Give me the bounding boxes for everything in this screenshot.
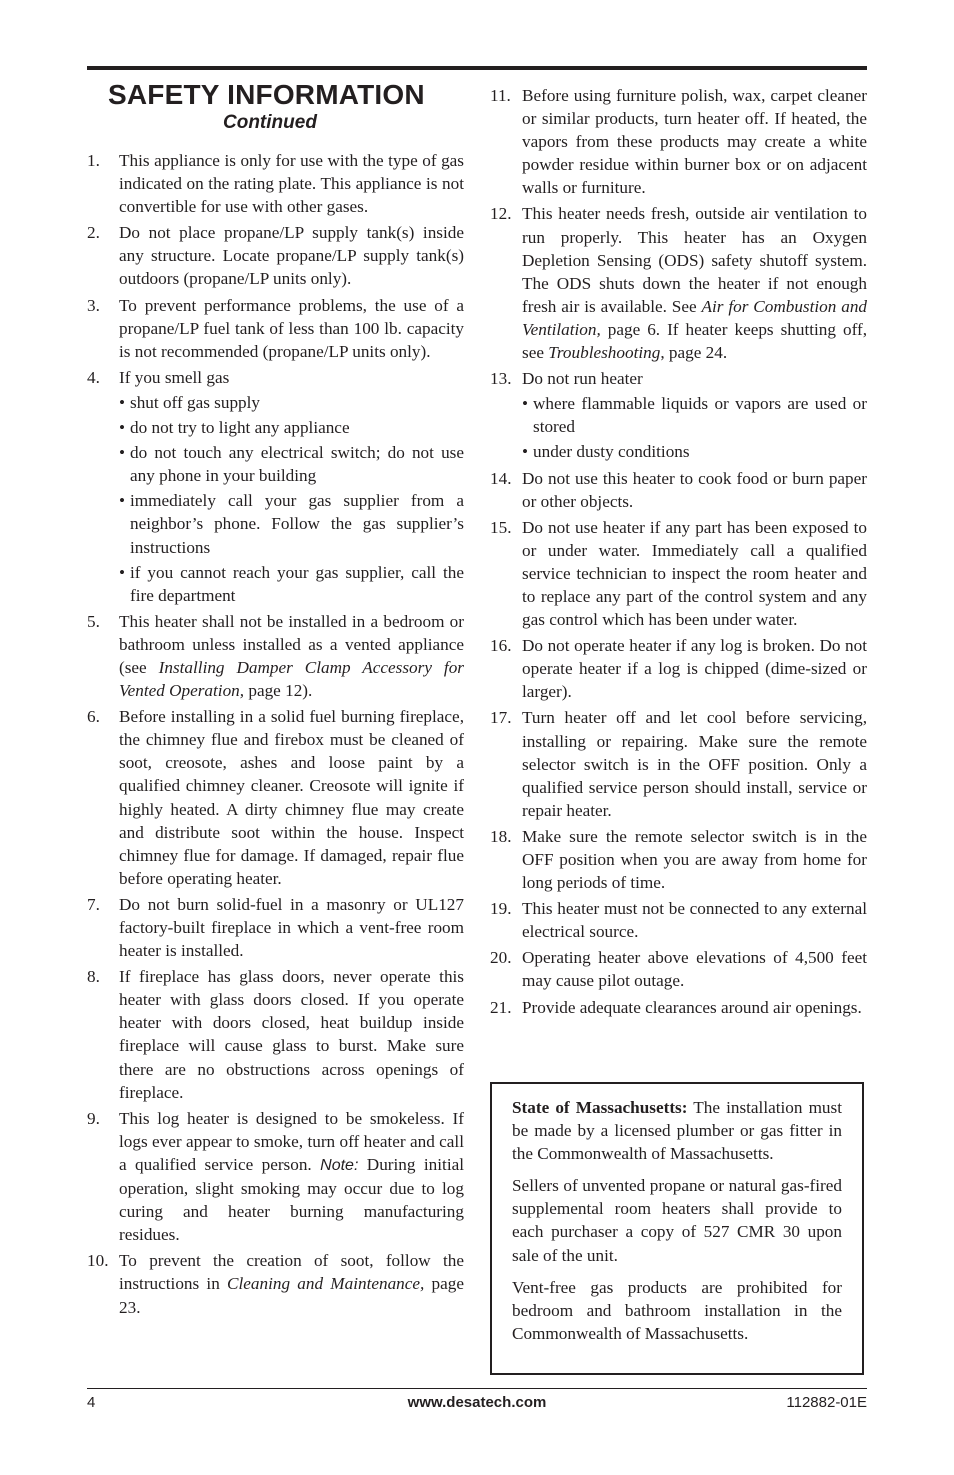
list-item — [490, 202, 867, 364]
notice-label: State of Massachusetts: — [512, 1098, 688, 1117]
item-number: 12. — [490, 204, 512, 224]
item-text: Turn heater off and let cool before servicing, installing or repairing. Make sure the remote selector switch is in the OFF position. Only a qualified service person should install, service or repair heater. — [522, 708, 867, 820]
item-text: Provide adequate clearances around air openings. — [522, 997, 862, 1017]
document-code: 112882-01E — [786, 1394, 867, 1411]
massachusetts-notice-box — [490, 1082, 864, 1375]
item-reference: Installing Damper Clamp Accessory for Vented Operation, — [119, 657, 464, 701]
list-item — [87, 1249, 464, 1318]
bullet-item: • do not try to light any appliance — [119, 416, 464, 439]
item-text: Do not place propane/LP supply tank(s) inside any structure. Locate propane/LP supply tank(s) outdoors (propane/LP units only). — [119, 223, 464, 289]
item-text: During initial operation, slight smoking may occur due to log curing and heater burning manufacturing residues. — [119, 1154, 464, 1245]
item-text: Before installing in a solid fuel burning fireplace, the chimney flue and firebox must be cleaned of soot, creosote, ashes and loose paint by a qualified chimney cleaner. Creosote will ignite if highly heated. A dirty chimney flue may create and distribute soot within the house. Inspect chimney flue for damage. If damaged, repair flue before operating heater. — [119, 707, 464, 888]
bullet-item: • if you cannot reach your gas supplier, call the fire department — [119, 561, 464, 607]
item-number: 10. — [87, 1251, 109, 1271]
item-text: If you smell gas — [119, 367, 230, 387]
item-number: 6. — [87, 707, 100, 727]
item-reference: Air for Combustion and Ventilation, — [522, 296, 868, 339]
item-number: 2. — [87, 223, 100, 243]
notice-text: The installation must be made by a licensed plumber or gas fitter in the Commonwealth of Massachusetts. — [512, 1098, 842, 1164]
item-text: Operating heater above elevations of 4,500 feet may cause pilot outage. — [522, 948, 867, 991]
bullet-item: • do not touch any electrical switch; do not use any phone in your building — [119, 441, 464, 487]
bullet-item: • shut off gas supply — [119, 391, 464, 414]
item-number: 20. — [490, 948, 512, 968]
top-rule — [87, 66, 867, 70]
list-item — [490, 897, 867, 943]
list-item — [87, 366, 464, 607]
item-text: Do not run heater — [522, 369, 643, 389]
list-item — [87, 610, 464, 702]
page-subtitle: Continued — [223, 112, 317, 133]
list-item — [87, 1107, 464, 1247]
notice-paragraph — [512, 1096, 842, 1165]
list-item — [87, 965, 464, 1104]
list-item — [490, 706, 867, 821]
list-item — [490, 84, 867, 199]
item-number: 3. — [87, 295, 100, 315]
item-text: Before using furniture polish, wax, carpet cleaner or similar products, turn heater off. If heated, the vapors from these products may create a white powder residue within burner box or on adjacent walls or furniture. — [522, 86, 867, 198]
item-number: 7. — [87, 894, 100, 914]
item-number: 4. — [87, 367, 100, 387]
item-reference: Cleaning and Maintenance, — [227, 1274, 425, 1294]
list-item — [87, 705, 464, 890]
item-number: 8. — [87, 967, 100, 987]
bullet-list — [119, 391, 464, 607]
item-text: Do not burn solid-fuel in a masonry or UL127 factory-built fireplace in which a vent-free room heater is installed. — [119, 894, 464, 961]
item-number: 9. — [87, 1108, 100, 1128]
item-reference: Troubleshooting — [548, 343, 661, 363]
bullet-list — [522, 392, 867, 463]
item-text: Do not use heater if any part has been exposed to or under water. Immediately call a qualified service technician to inspect the room heater and to replace any part of the control system and any gas control which has been under water. — [522, 517, 867, 630]
item-number: 17. — [490, 708, 512, 728]
bullet-item: • under dusty conditions — [522, 440, 867, 463]
item-text: This log heater is designed to be smokeless. If logs ever appear to smoke, turn off heater and call a qualified service person. — [119, 1108, 464, 1174]
item-text: To prevent performance problems, the use of a propane/LP fuel tank of less than 100 lb. capacity is not recommended (propane/LP units only). — [119, 295, 464, 361]
list-item — [490, 946, 867, 992]
item-text: page 12). — [244, 681, 313, 701]
page-title: SAFETY INFORMATION — [108, 79, 425, 110]
item-number: 16. — [490, 636, 512, 656]
item-number: 15. — [490, 517, 512, 537]
list-item — [490, 367, 867, 463]
list-item — [490, 516, 867, 631]
list-item — [87, 149, 464, 218]
bullet-item: • immediately call your gas supplier from a neighbor’s phone. Follow the gas supplier’s instructions — [119, 489, 464, 558]
item-text: If fireplace has glass doors, never operate this heater with glass doors closed. If you operate heater with doors closed, heat buildup inside fireplace will cause glass to burst. Make sure there are no obstructions across openings of fireplace. — [119, 967, 464, 1102]
list-item — [490, 467, 867, 513]
item-text: This heater shall not be installed in a bedroom or bathroom unless installed as a vented appliance (see — [119, 611, 464, 677]
page-number: 4 — [87, 1394, 96, 1411]
bullet-item: • where flammable liquids or vapors are used or stored — [522, 392, 867, 438]
list-item — [490, 634, 867, 703]
item-number: 11. — [490, 86, 511, 105]
item-number: 13. — [490, 369, 512, 389]
safety-list-right — [490, 84, 867, 1022]
note-label: Note: — [320, 1156, 359, 1174]
notice-paragraph: Vent-free gas products are prohibited for bedroom and bathroom installation in the Commonwealth of Massachusetts. — [512, 1277, 842, 1343]
list-item — [87, 294, 464, 363]
section-heading — [108, 78, 468, 134]
item-number: 19. — [490, 899, 512, 919]
item-number: 14. — [490, 468, 512, 488]
item-number: 1. — [87, 151, 100, 170]
list-item — [490, 825, 867, 894]
list-item — [87, 221, 464, 290]
bottom-rule — [87, 1388, 867, 1389]
item-text: This heater needs fresh, outside air ventilation to run properly. This heater has an Oxygen Depletion Sensing (ODS) safety shutoff system. The ODS shuts down the heater if not enough fresh air is available. See — [522, 204, 867, 316]
safety-list-left — [87, 149, 464, 1322]
item-text: Do not operate heater if any log is broken. Do not operate heater if a log is chipped (dime-sized or larger). — [522, 636, 867, 702]
item-number: 5. — [87, 611, 100, 631]
notice-paragraph: Sellers of unvented propane or natural gas-fired supplemental room heaters shall provide to each purchaser a copy of 527 CMR 30 upon sale of the unit. — [512, 1176, 842, 1265]
item-text: , page 24. — [660, 343, 728, 363]
item-text: This appliance is only for use with the type of gas indicated on the rating plate. This appliance is not convertible for use with other gases. — [119, 151, 464, 217]
item-text: Make sure the remote selector switch is in the OFF position when you are away from home for long periods of time. — [522, 826, 867, 893]
item-text: Do not use this heater to cook food or burn paper or other objects. — [522, 468, 867, 511]
list-item — [87, 893, 464, 962]
item-number: 18. — [490, 826, 512, 846]
item-text: page 23. — [119, 1274, 464, 1317]
item-text: This heater must not be connected to any external electrical source. — [522, 899, 867, 942]
item-text: page 6. If heater keeps shutting off, see — [522, 319, 867, 363]
item-text: To prevent the creation of soot, follow the instructions in — [119, 1251, 464, 1294]
item-number: 21. — [490, 997, 512, 1017]
list-item — [490, 996, 867, 1019]
footer-url: www.desatech.com — [407, 1394, 547, 1411]
